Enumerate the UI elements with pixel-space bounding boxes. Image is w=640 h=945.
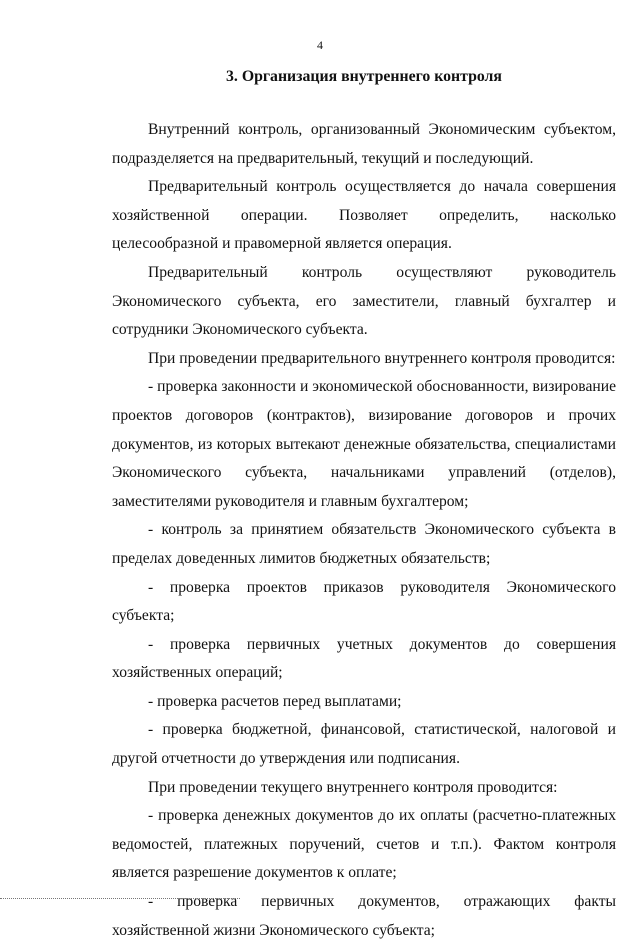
list-item: - проверка бюджетной, финансовой, статистической, налоговой и другой отчетности до утверждения или подписания. (112, 721, 616, 768)
list-item: - проверка проектов приказов руководителя Экономического субъекта; (112, 578, 616, 625)
page-number: 4 (317, 38, 323, 52)
document-body (112, 116, 616, 945)
list-item: - проверка законности и экономической обоснованности, визирование проектов договоров (контрактов), визирование договоров и прочих документов, из которых вытекают денежные обязательства, специалистами Экономического субъекта, начальниками управлений (отделов), заместителями руководителя и главным бухгалтером; (112, 378, 616, 510)
paragraph: При проведении предварительного внутреннего контроля проводится: (148, 349, 616, 367)
list-item: - проверка денежных документов до их оплаты (расчетно-платежных ведомостей, платежных поручений, счетов и т.п.). Фактом контроля является разрешение документов к оплате; (112, 807, 616, 882)
section-title: 3. Организация внутреннего контроля (226, 68, 502, 85)
paragraph: Внутренний контроль, организованный Экономическим субъектом, подразделяется на предварительный, текущий и последующий. (112, 121, 616, 167)
footer-divider (0, 898, 240, 899)
list-item: - проверка первичных документов, отражающих факты хозяйственной жизни Экономического субъекта; (112, 893, 616, 939)
paragraph: Предварительный контроль осуществляется до начала совершения хозяйственной операции. Позволяет определить, насколько целесообразной и правомерной является операция. (112, 178, 616, 253)
paragraph: Предварительный контроль осуществляют руководитель Экономического субъекта, его заместители, главный бухгалтер и сотрудники Экономического субъекта. (112, 263, 616, 339)
list-item: - проверка первичных учетных документов до совершения хозяйственных операций; (112, 635, 616, 682)
paragraph: При проведении текущего внутреннего контроля проводится: (148, 778, 558, 796)
list-item: - проверка расчетов перед выплатами; (148, 692, 402, 710)
list-item: - контроль за принятием обязательств Экономического субъекта в пределах доведенных лимитов бюджетных обязательств; (112, 521, 616, 567)
